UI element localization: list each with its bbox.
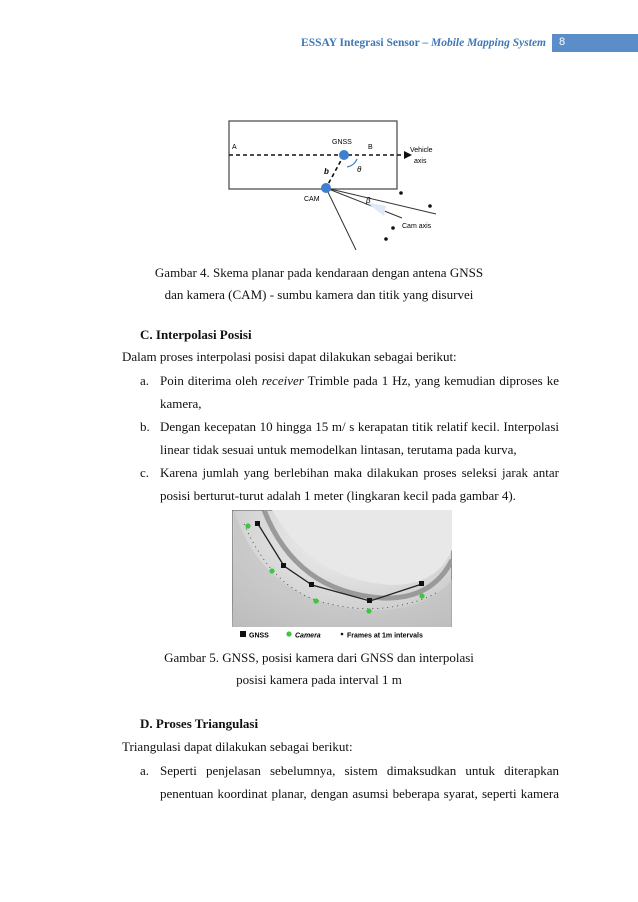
label-beta: β bbox=[366, 196, 371, 205]
item-d-a-line-2: penentuan koordinat planar, dengan asumsi beberapa syarat, seperti kamera bbox=[160, 786, 559, 801]
item-a-text-2: Trimble pada 1 Hz, yang kemudian diproses ke bbox=[303, 373, 559, 388]
camera-point bbox=[366, 608, 371, 613]
item-marker: c. bbox=[140, 465, 150, 480]
label-theta: θ bbox=[357, 165, 362, 174]
label-b-offset: b bbox=[324, 167, 329, 176]
cam-point bbox=[321, 183, 331, 193]
legend-frames-label: Frames at 1m intervals bbox=[347, 632, 423, 640]
survey-point bbox=[428, 204, 432, 208]
item-b-line-1: Dengan kecepatan 10 hingga 15 m/ s kerapatan titik relatif kecil. Interpolasi bbox=[160, 419, 559, 434]
page-number: 8 bbox=[559, 36, 566, 48]
item-a-line-1 bbox=[160, 373, 559, 389]
camera-point bbox=[313, 598, 318, 603]
gnss-point bbox=[367, 598, 372, 603]
camera-point bbox=[245, 523, 250, 528]
item-a-line-2: kamera, bbox=[160, 396, 202, 411]
label-vehicle-axis-2: axis bbox=[414, 158, 427, 165]
survey-point bbox=[399, 191, 403, 195]
page-number-box bbox=[552, 34, 638, 52]
header-title-main: ESSAY Integrasi Sensor – bbox=[301, 37, 429, 49]
label-a: A bbox=[232, 144, 237, 151]
section-d-intro: Triangulasi dapat dilakukan sebagai berikut: bbox=[122, 739, 353, 754]
figure-5-caption-line-1: Gambar 5. GNSS, posisi kamera dari GNSS dan interpolasi bbox=[164, 650, 474, 665]
item-marker: b. bbox=[140, 419, 150, 434]
item-marker: a. bbox=[140, 373, 150, 388]
legend-gnss-icon bbox=[240, 631, 246, 637]
label-cam: CAM bbox=[304, 196, 320, 203]
item-marker: a. bbox=[140, 763, 150, 778]
gnss-point bbox=[255, 521, 260, 526]
section-c-intro: Dalam proses interpolasi posisi dapat dilakukan sebagai berikut: bbox=[122, 349, 457, 364]
figure-4-caption-line-2: dan kamera (CAM) - sumbu kamera dan titik yang disurvei bbox=[164, 287, 474, 302]
camera-point bbox=[419, 593, 424, 598]
section-d-heading: D. Proses Triangulasi bbox=[140, 716, 259, 731]
figure-4-svg bbox=[226, 118, 454, 260]
figure-4-caption-line-1: Gambar 4. Skema planar pada kendaraan dengan antena GNSS bbox=[154, 265, 484, 280]
gnss-point bbox=[419, 581, 424, 586]
item-c-line-2: posisi berturut-turut adalah 1 meter (lingkaran kecil pada gambar 4). bbox=[160, 488, 516, 503]
item-a-text-1: Poin diterima oleh bbox=[160, 373, 262, 388]
figure-5-image bbox=[232, 510, 452, 642]
survey-point bbox=[391, 226, 395, 230]
figure-5-caption-line-2: posisi kamera pada interval 1 m bbox=[236, 672, 402, 687]
label-gnss: GNSS bbox=[332, 139, 352, 146]
legend-camera-icon bbox=[286, 631, 291, 636]
cam-fov-line-left bbox=[326, 188, 356, 250]
label-vehicle-axis-1: Vehicle bbox=[410, 147, 433, 154]
gnss-point bbox=[281, 563, 286, 568]
legend-camera-label: Camera bbox=[295, 632, 321, 640]
figure-4-diagram bbox=[226, 118, 454, 260]
header-title-italic: Mobile Mapping System bbox=[428, 37, 546, 49]
page-header bbox=[0, 34, 638, 54]
label-b-point: B bbox=[368, 144, 373, 151]
item-b-line-2: linear tidak sesuai untuk memodelkan lintasan, terutama pada kurva, bbox=[160, 442, 517, 457]
legend-gnss-label: GNSS bbox=[249, 632, 269, 640]
header-title bbox=[301, 37, 546, 49]
survey-point bbox=[384, 237, 388, 241]
item-c-line-1: Karena jumlah yang berlebihan maka dilakukan proses seleksi jarak antar bbox=[160, 465, 559, 480]
label-cam-axis: Cam axis bbox=[402, 223, 432, 230]
gnss-point bbox=[309, 582, 314, 587]
legend-frames-icon bbox=[341, 633, 344, 636]
figure-5-svg bbox=[232, 510, 452, 642]
item-d-a-line-1: Seperti penjelasan sebelumnya, sistem dimaksudkan untuk diterapkan bbox=[160, 763, 559, 778]
item-a-italic: receiver bbox=[261, 373, 304, 388]
section-c-heading: C. Interpolasi Posisi bbox=[140, 327, 252, 342]
camera-point bbox=[269, 568, 274, 573]
gnss-point bbox=[339, 150, 349, 160]
